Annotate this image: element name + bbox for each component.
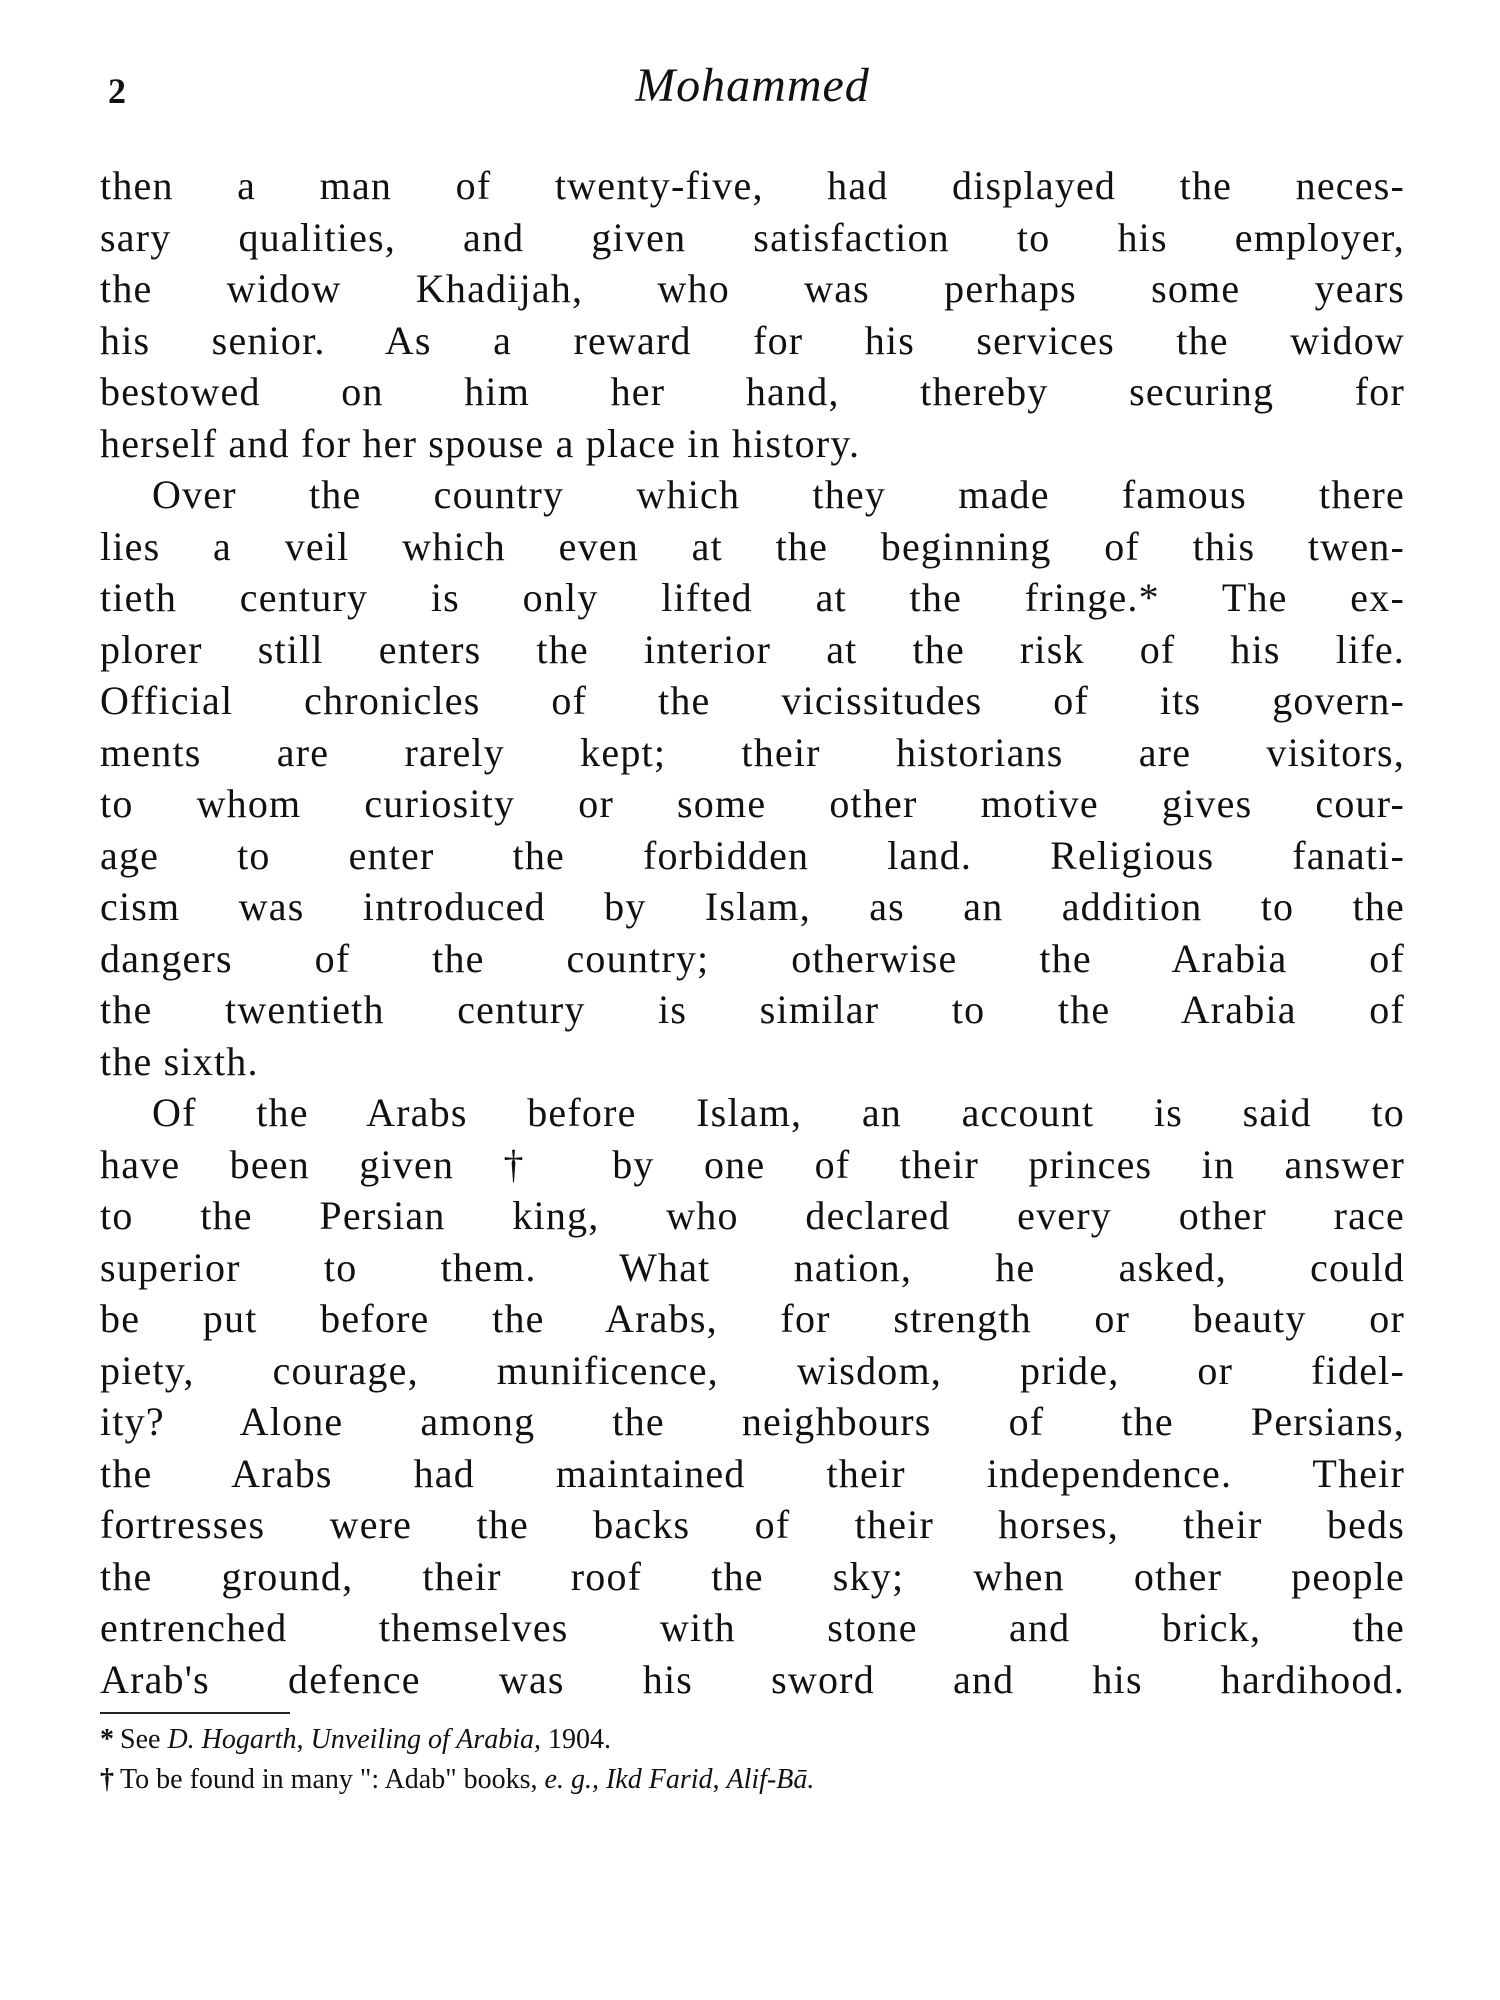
page-header: [100, 52, 1405, 112]
footnote-author: D. Hogarth,: [167, 1724, 304, 1755]
text-line: superior to them. What nation, he asked, could: [100, 1244, 1405, 1290]
text-line: bestowed on him her hand, thereby securing for: [100, 369, 1405, 414]
text-line: age to enter the forbidden land. Religious fanati-: [100, 832, 1405, 878]
footnote-1: [100, 1720, 1405, 1760]
text-line: ments are rarely kept; their historians are visitors,: [100, 729, 1405, 775]
footnotes: [100, 1720, 1405, 1800]
page-number: 2: [108, 71, 126, 111]
footnote-text: To be found in many ": Adab" books,: [120, 1764, 545, 1795]
text-line: the ground, their roof the sky; when other people: [100, 1553, 1405, 1599]
running-title: Mohammed: [635, 59, 870, 112]
text-line: tieth century is only lifted at the fringe.* The ex-: [100, 575, 1405, 620]
footnote-text: See: [120, 1724, 168, 1755]
text-line: Of the Arabs before Islam, an account is said to: [152, 1090, 1405, 1135]
footnote-title: Ikd Farid,: [605, 1764, 720, 1795]
text-line: the twentieth century is similar to the Arabia of: [100, 987, 1405, 1032]
text-line: have been given † by one of their princes in answer: [100, 1141, 1405, 1187]
text-line: Arab's defence was his sword and his hardihood.: [100, 1656, 1405, 1702]
text-line: his senior. As a reward for his services the widow: [100, 317, 1405, 363]
text-line: fortresses were the backs of their horses, their beds: [100, 1502, 1405, 1547]
footnote-year: 1904.: [541, 1724, 612, 1755]
text-line: ity? Alone among the neighbours of the Persians,: [100, 1399, 1405, 1444]
text-line: lies a veil which even at the beginning of this twen-: [100, 523, 1405, 569]
footnote-mark: *: [100, 1724, 114, 1755]
footnote-title: Unveiling of Arabia,: [310, 1724, 542, 1755]
text-line: plorer still enters the interior at the risk of his life.: [100, 626, 1405, 672]
text-line: be put before the Arabs, for strength or beauty or: [100, 1296, 1405, 1341]
text-line: piety, courage, munificence, wisdom, pride, or fidel-: [100, 1347, 1405, 1393]
text-line: entrenched themselves with stone and brick, the: [100, 1605, 1405, 1650]
text-line: Over the country which they made famous there: [152, 472, 1405, 517]
footnote-title: Alif-Bā.: [726, 1764, 815, 1795]
text-line: then a man of twenty-five, had displayed the neces-: [100, 163, 1405, 208]
text-line: to the Persian king, who declared every other race: [100, 1193, 1405, 1238]
footnote-2: [100, 1760, 1405, 1800]
text-line: dangers of the country; otherwise the Arabia of: [100, 935, 1405, 981]
text-line: to whom curiosity or some other motive gives cour-: [100, 781, 1405, 826]
footnote-rule: [100, 1712, 290, 1714]
text-line: the sixth.: [100, 1038, 259, 1084]
text-line: herself and for her spouse a place in history.: [100, 420, 861, 466]
text-line: the widow Khadijah, who was perhaps some years: [100, 266, 1405, 311]
footnote-mark: †: [100, 1764, 114, 1795]
text-line: the Arabs had maintained their independence. Their: [100, 1450, 1405, 1496]
footnote-eg: e. g.,: [544, 1764, 599, 1795]
text-line: sary qualities, and given satisfaction to his employer,: [100, 214, 1405, 260]
text-line: Official chronicles of the vicissitudes of its govern-: [100, 678, 1405, 723]
text-line: cism was introduced by Islam, as an addition to the: [100, 884, 1405, 929]
body-text: [100, 160, 1405, 1705]
